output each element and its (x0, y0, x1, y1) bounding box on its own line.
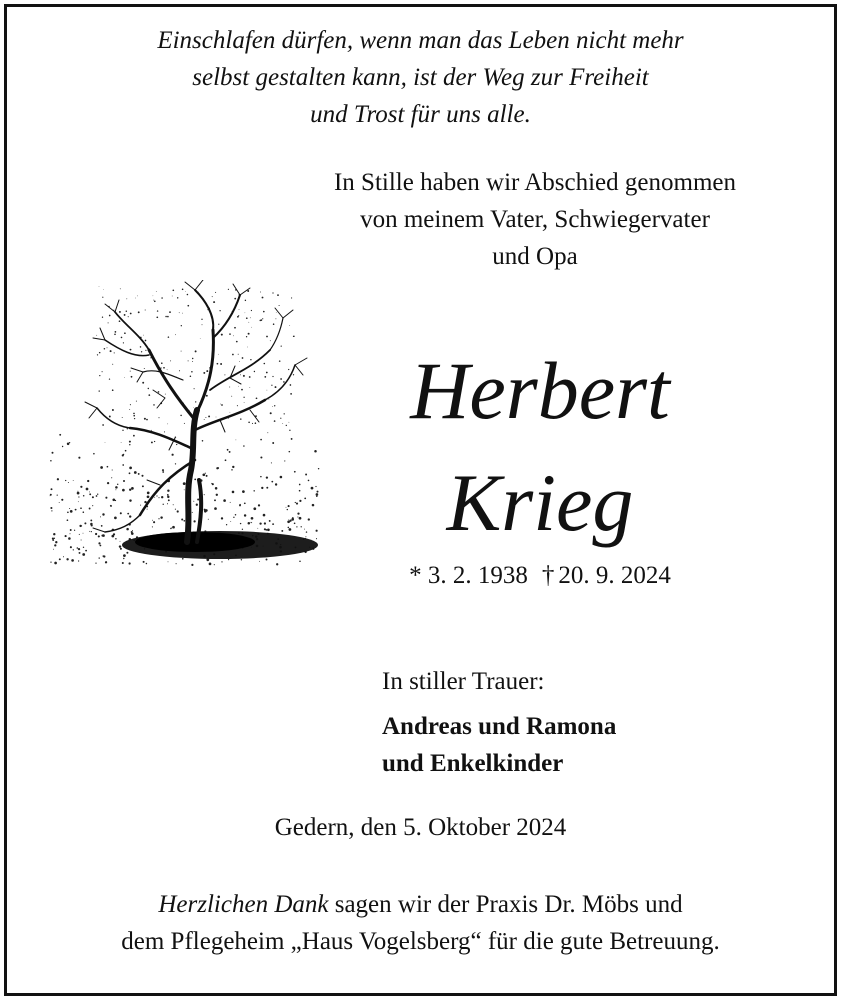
intro-line-2: von meinem Vater, Schwiegervater (360, 206, 710, 233)
death-date: 20. 9. 2024 (558, 562, 671, 589)
thanks-line-1 (0, 886, 841, 923)
intro-line-1: In Stille haben wir Abschied genommen (333, 169, 736, 196)
birth-date: * 3. 2. 1938 (409, 562, 528, 589)
mourners-line-1: Andreas und Ramona (382, 713, 617, 740)
intro-line-3: und Opa (492, 243, 578, 270)
intro-text (270, 164, 800, 275)
thanks-emphasis: Herzlichen Dank (158, 891, 329, 918)
cross-icon: † (541, 562, 555, 589)
motto-line-2: selbst gestalten kann, ist der Weg zur Freiheit (192, 64, 649, 91)
motto-quote (0, 22, 841, 133)
mourners-line-2: und Enkelkinder (382, 750, 564, 777)
tree-icon (45, 280, 325, 580)
thanks-text (0, 886, 841, 960)
place-date: Gedern, den 5. Oktober 2024 (274, 814, 567, 841)
thanks-line-2: dem Pflegeheim „Haus Vogelsberg“ für die gute Betreuung. (121, 928, 720, 955)
motto-line-1: Einschlafen dürfen, wenn man das Leben nicht mehr (157, 27, 684, 54)
mourning-label: In stiller Trauer: (382, 668, 545, 695)
motto-line-3: und Trost für uns alle. (310, 101, 531, 128)
deceased-last-name: Krieg (446, 457, 634, 548)
life-dates (340, 562, 740, 590)
mourners (382, 708, 616, 782)
deceased-first-name: Herbert (410, 345, 670, 436)
thanks-line-1-rest: sagen wir der Praxis Dr. Möbs und (328, 891, 683, 918)
